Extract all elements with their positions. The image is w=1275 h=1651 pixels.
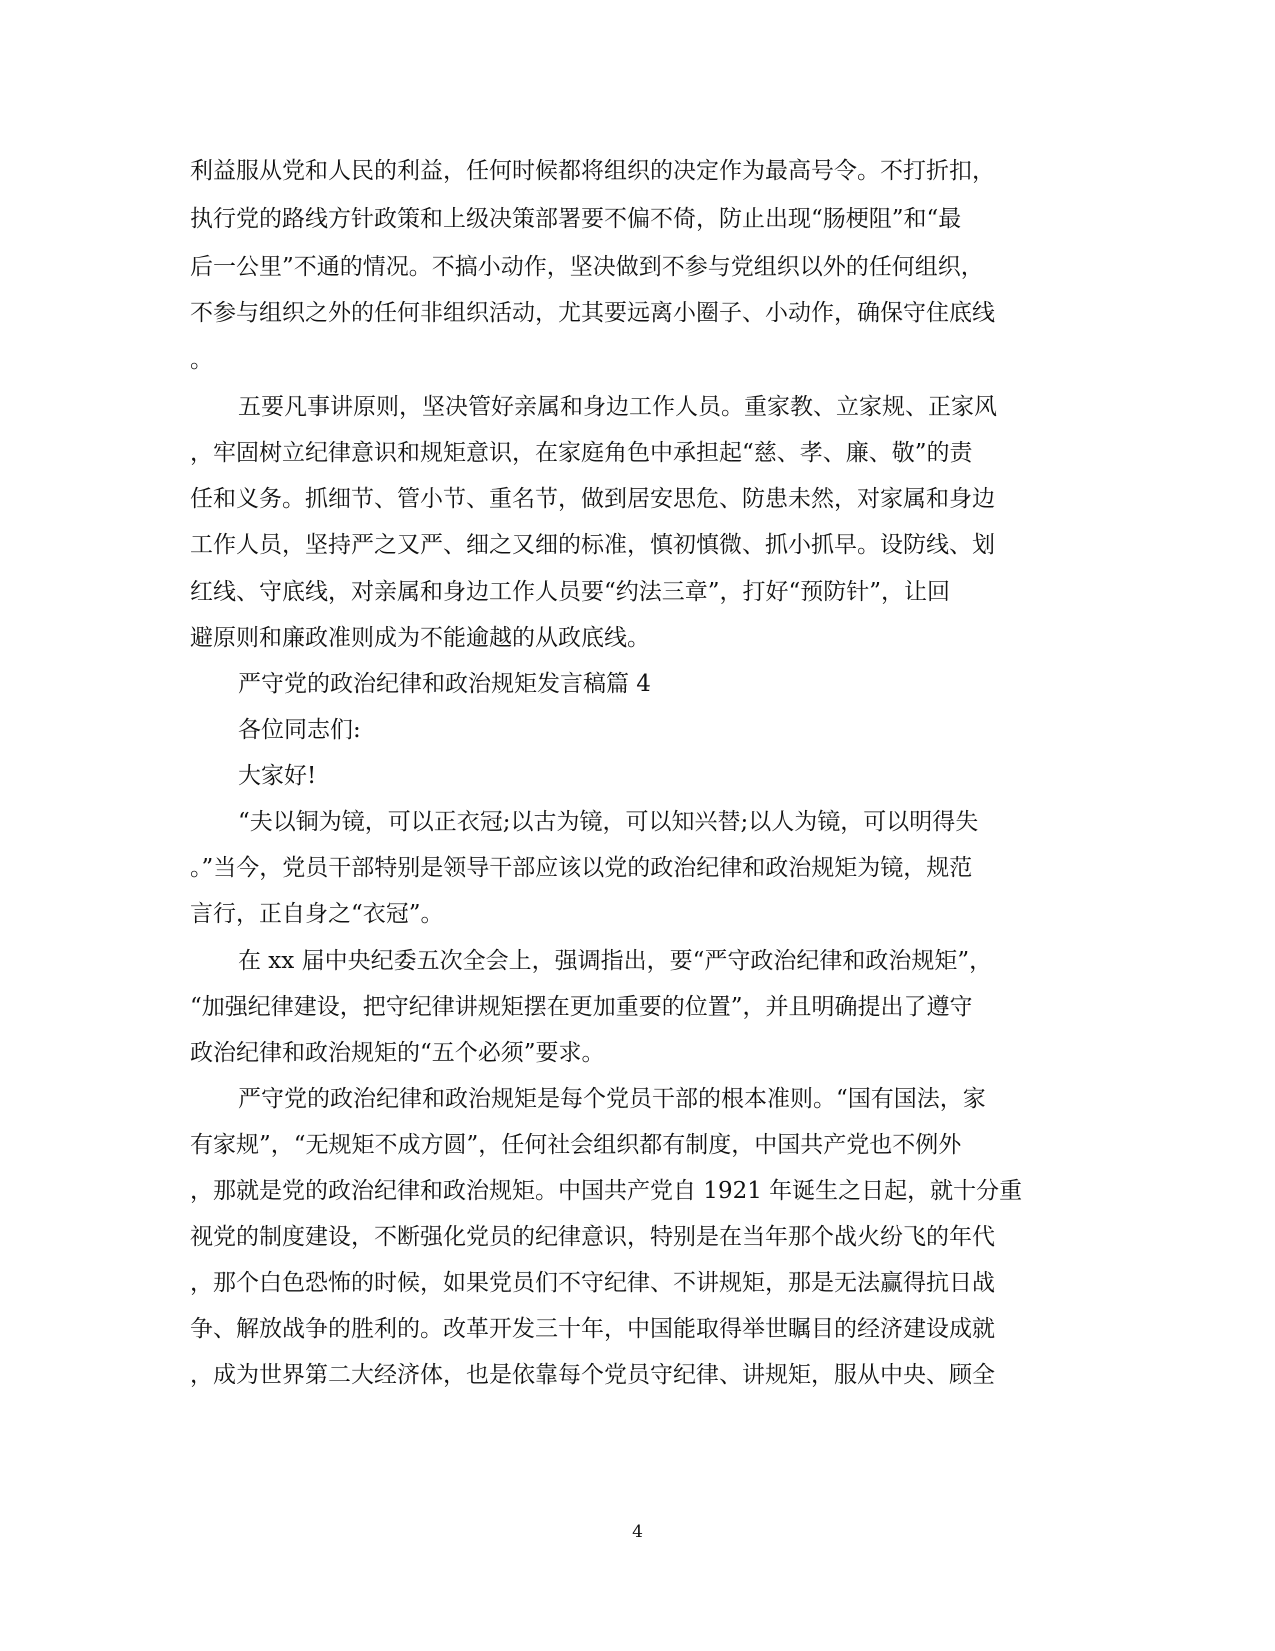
section-heading: 严守党的政治纪律和政治规矩发言稿篇 4 [238,671,651,697]
text-line: 有家规”，“无规矩不成方圆”，任何社会组织都有制度，中国共产党也不例外 [190,1132,962,1158]
text-line: ，牢固树立纪律意识和规矩意识，在家庭角色中承担起“慈、孝、廉、敬”的责 [190,440,973,466]
text-line: 言行，正自身之“衣冠”。 [190,901,444,927]
paragraph-start-line: 严守党的政治纪律和政治规矩是每个党员干部的根本准则。“国有国法，家 [238,1086,986,1112]
page-number: 4 [632,1522,643,1542]
paragraph-start-line: 在 xx 届中央纪委五次全会上，强调指出，要“严守政治纪律和政治规矩”， [238,948,993,974]
text-line: 避原则和廉政准则成为不能逾越的从政底线。 [190,625,650,651]
text-line: 任和义务。抓细节、管小节、重名节，做到居安思危、防患未然，对家属和身边 [190,486,995,512]
text-line: 。 [190,347,213,373]
text-line: 不参与组织之外的任何非组织活动，尤其要远离小圈子、小动作，确保守住底线 [190,300,995,326]
text-line: 执行党的路线方针政策和上级决策部署要不偏不倚，防止出现“肠梗阻”和“最 [190,206,962,232]
text-line: 红线、守底线，对亲属和身边工作人员要“约法三章”，打好“预防针”，让回 [190,579,951,605]
text-line: 后一公里”不通的情况。不搞小动作，坚决做到不参与党组织以外的任何组织， [190,254,984,280]
salutation: 各位同志们: [238,717,361,743]
text-line: 利益服从党和人民的利益，任何时候都将组织的决定作为最高号令。不打折扣， [190,158,995,184]
text-line: ，那个白色恐怖的时候，如果党员们不守纪律、不讲规矩，那是无法赢得抗日战 [190,1270,995,1296]
paragraph-start-line: “夫以铜为镜，可以正衣冠;以古为镜，可以知兴替;以人为镜，可以明得失 [238,809,979,835]
greeting: 大家好! [238,763,317,789]
text-line: “加强纪律建设，把守纪律讲规矩摆在更加重要的位置”，并且明确提出了遵守 [190,994,973,1020]
text-line: 视党的制度建设，不断强化党员的纪律意识，特别是在当年那个战火纷飞的年代 [190,1224,995,1250]
text-line: 争、解放战争的胜利的。改革开发三十年，中国能取得举世瞩目的经济建设成就 [190,1316,995,1342]
text-line: 工作人员，坚持严之又严、细之又细的标准，慎初慎微、抓小抓早。设防线、划 [190,532,995,558]
text-line: 政治纪律和政治规矩的“五个必须”要求。 [190,1040,605,1066]
paragraph-start-line: 五要凡事讲原则，坚决管好亲属和身边工作人员。重家教、立家规、正家风 [238,394,997,420]
text-line: 。”当今，党员干部特别是领导干部应该以党的政治纪律和政治规矩为镜，规范 [190,855,973,881]
text-line: ，成为世界第二大经济体，也是依靠每个党员守纪律、讲规矩，服从中央、顾全 [190,1362,995,1388]
text-line: ，那就是党的政治纪律和政治规矩。中国共产党自 1921 年诞生之日起，就十分重 [190,1178,1023,1204]
